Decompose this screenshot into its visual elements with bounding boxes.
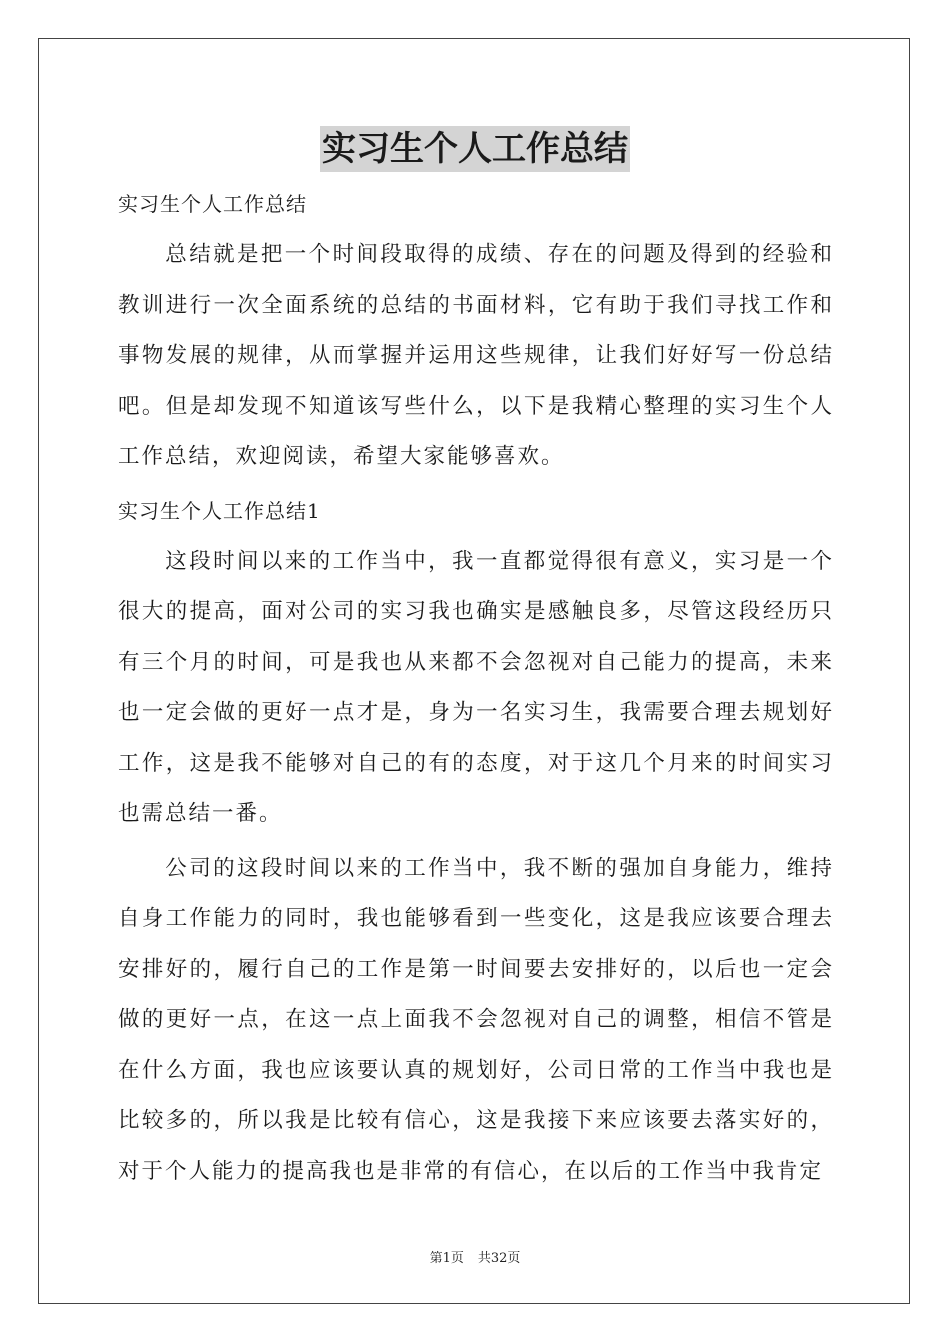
title-container bbox=[0, 126, 950, 172]
body-paragraph-2: 公司的这段时间以来的工作当中，我不断的强加自身能力，维持自身工作能力的同时，我也能够看到一些变化，这是我应该要合理去安排好的，履行自己的工作是第一时间要去安排好的，以后也一定会做的更好一点，在这一点上面我不会忽视对自己的调整，相信不管是在什么方面，我也应该要认真的规划好，公司日常的工作当中我也是比较多的，所以我是比较有信心，这是我接下来应该要去落实好的，对于个人能力的提高我也是非常的有信心，在以后的工作当中我肯定 bbox=[118, 855, 834, 1184]
page-number: 第1页 bbox=[429, 1251, 464, 1266]
document-body bbox=[118, 178, 834, 1197]
section-heading: 实习生个人工作总结1 bbox=[118, 498, 321, 523]
body-paragraph-1: 这段时间以来的工作当中，我一直都觉得很有意义，实习是一个很大的提高，面对公司的实习我也确实是感触良多，尽管这段经历只有三个月的时间，可是我也从来都不会忽视对自己能力的提高，未来也一定会做的更好一点才是，身为一名实习生，我需要合理去规划好工作，这是我不能够对自己的有的态度，对于这几个月来的时间实习也需总结一番。 bbox=[118, 548, 834, 826]
document-subtitle: 实习生个人工作总结 bbox=[118, 192, 307, 216]
page-footer bbox=[0, 1247, 950, 1266]
intro-paragraph: 总结就是把一个时间段取得的成绩、存在的问题及得到的经验和教训进行一次全面系统的总结的书面材料，它有助于我们寻找工作和事物发展的规律，从而掌握并运用这些规律，让我们好好写一份总结吧。但是却发现不知道该写些什么，以下是我精心整理的实习生个人工作总结，欢迎阅读，希望大家能够喜欢。 bbox=[118, 242, 834, 469]
page-total: 共32页 bbox=[477, 1251, 521, 1266]
document-title: 实习生个人工作总结 bbox=[320, 126, 630, 172]
